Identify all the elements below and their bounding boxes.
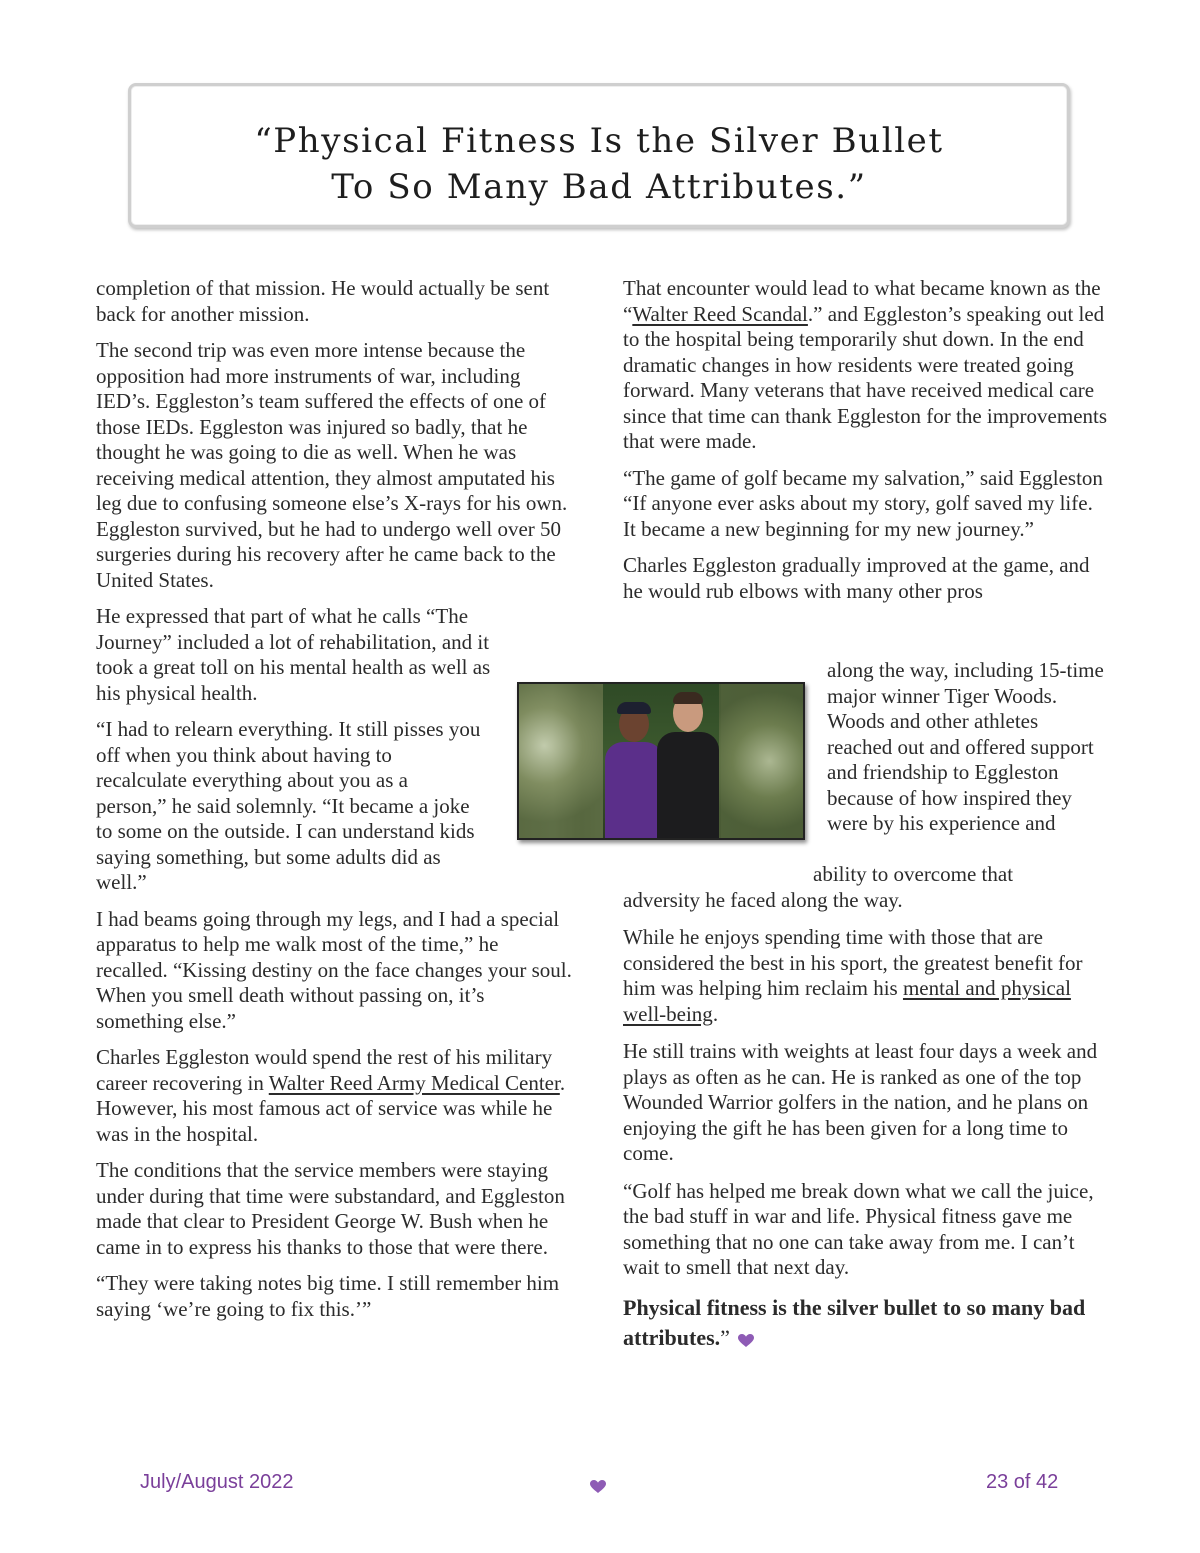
paragraph: He still trains with weights at least four days a week and plays as often as he can. He is ranked as one of the top Wounded Warrior golfers in the nation, and he plans on enjoying the gift he has been given for a long time to come.	[623, 1039, 1098, 1165]
walter-reed-scandal-link[interactable]: Walter Reed Scandal	[632, 301, 808, 326]
paragraph: “Golf has helped me break down what we call the juice, the bad stuff in war and life. Physical fitness gave me something that no one can take away from me. I can’t wait to smell that next day.	[623, 1178, 1094, 1279]
photo-background	[719, 684, 803, 838]
left-column	[96, 276, 574, 1333]
photo-background	[519, 684, 603, 838]
pull-quote-headline	[131, 118, 1067, 210]
person-figure	[605, 702, 663, 840]
paragraph: The conditions that the service members were staying under during that time were substandard, and Eggleston made that clear to President George W. Bush when he came in to express his thanks to those that were there.	[96, 1158, 565, 1259]
paragraph: Charles Eggleston gradually improved at the game, and he would rub elbows with many other pros	[623, 553, 1090, 603]
paragraph: I had beams going through my legs, and I had a special apparatus to help me walk most of the time,” he recalled. “Kissing destiny on the face changes your soul. When you smell death without passing on, it’s something else.”	[96, 906, 572, 1033]
paragraph: The second trip was even more intense because the opposition had more instruments of war, including IED’s. Eggleston’s team suffered the effects of one of those IEDs. Eggleston was injured so badly, that he thought he was going to die as well. When he was receiving medical attention, they almost amputated his leg due to confusing someone else’s X-rays for his own. Eggleston survived, but he had to undergo well over 50 surgeries during his recovery after he came back to the United States.	[96, 338, 568, 592]
paragraph: “They were taking notes big time. I still remember him saying ‘we’re going to fix this.’”	[96, 1271, 560, 1321]
paragraph: “I had to relearn everything. It still pisses you off when you think about having to recalculate everything about you as a person,” he said solemnly. “It became a joke to some on the outside. I can understand kids saying something, but some adults did as well.”	[96, 717, 481, 894]
paragraph: “The game of golf became my salvation,” said Eggleston “If anyone ever asks about my story, golf saved my life. It became a new beginning for my new journey.”	[623, 465, 1103, 541]
photo-eggleston-with-golfer	[517, 682, 805, 840]
footer-heart-icon	[590, 1480, 606, 1494]
paragraph: completion of that mission. He would actually be sent back for another mission.	[96, 276, 550, 326]
headline-box	[128, 83, 1070, 228]
paragraph-wrap: along the way, including 15-time major winner Tiger Woods. Woods and other athletes reached out and offered support and friendship to Eggleston because of how inspired they were by his experience and	[827, 658, 1104, 835]
paragraph-wrap-tail: ability to overcome that adversity he faced along the way.	[623, 862, 1014, 912]
person-figure	[657, 694, 719, 840]
right-column	[623, 276, 1108, 604]
walter-reed-army-medical-center-link[interactable]: Walter Reed Army Medical Center	[268, 1070, 560, 1095]
paragraph: That encounter would lead to what became known as the “Walter Reed Scandal.” and Eggleston’s speaking out led to the hospital being temporarily shut down. In the end dramatic changes in how residents were treated going forward. Many veterans that have received medical care since that time can thank Eggleston for the improvements that were made.	[623, 276, 1108, 453]
closing-statement: Physical fitness is the silver bullet to so many bad attributes.”	[623, 1294, 1086, 1350]
headline-line-1: “Physical Fitness Is the Silver Bullet	[254, 121, 944, 161]
paragraph: He expressed that part of what he calls “The Journey” included a lot of rehabilitation, and it took a great toll on his mental health as well as his physical health.	[96, 604, 491, 705]
right-column-lower	[623, 925, 1108, 1365]
paragraph: Charles Eggleston would spend the rest of his military career recovering in Walter Reed Army Medical Center. However, his most famous act of service was while he was in the hospital.	[96, 1045, 566, 1146]
mental-physical-well-being-link[interactable]: mental and physical well-being	[623, 976, 1071, 1026]
footer-page-number: 23 of 42	[986, 1471, 1059, 1493]
heart-icon	[738, 1334, 754, 1348]
headline-line-2: To So Many Bad Attributes.”	[331, 167, 867, 207]
paragraph: While he enjoys spending time with those that are considered the best in his sport, the greatest benefit for him was helping him reclaim his mental and physical well-being.	[623, 925, 1083, 1026]
footer-issue-date: July/August 2022	[140, 1471, 294, 1493]
